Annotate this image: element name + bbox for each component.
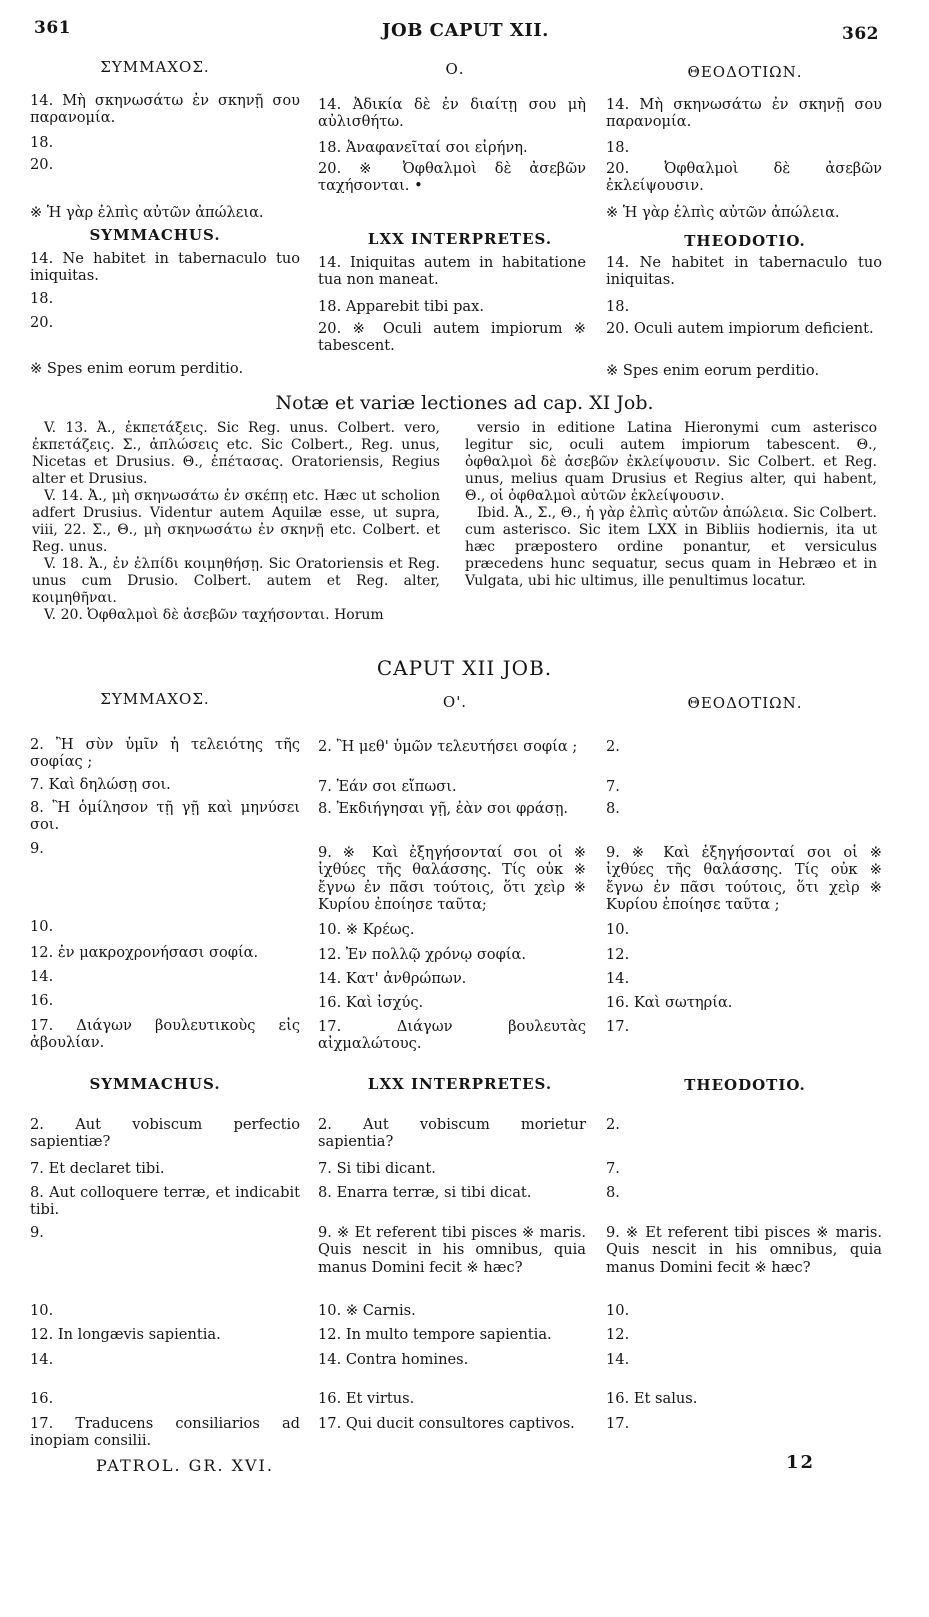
note-paragraph: V. 20. Ὀφθαλμοὶ δὲ ἀσεβῶν ταχήσονται. Horum (44, 607, 384, 623)
verse-entry: 20. ※ Oculi autem impiorum ※ tabescent. (318, 320, 586, 355)
verse-entry: 14. Μὴ σκηνωσάτω ἐν σκηνῇ σου παρανομία. (606, 96, 882, 131)
verse-entry: 16. Et salus. (606, 1390, 698, 1407)
verse-entry: 8. Ἢ ὁμίλησον τῇ γῇ καὶ μηνύσει σοι. (30, 799, 300, 834)
verse-entry: ※ Spes enim eorum perditio. (606, 362, 820, 379)
verse-entry: 10. (30, 1302, 54, 1319)
running-title: JOB CAPUT XII. (382, 20, 549, 41)
verse-entry: 18. Apparebit tibi pax. (318, 298, 484, 315)
note-paragraph: versio in editione Latina Hieronymi cum asterisco legitur sic, oculi autem impiorum tabescent. Θ., ὀφθαλμοὶ δὲ ἀσεβῶν ἐκλείψουσιν. Sic Colbert. et Reg. unus, melius quam Drusius et Regius alter, qui habent, Θ., οἱ ὀφθαλμοὶ αὐτῶν ἐκλείψουσιν. (465, 420, 877, 504)
verse-entry: 10. ※ Κρέως. (318, 921, 415, 938)
verse-entry: 14. Iniquitas autem in habitatione tua non maneat. (318, 254, 586, 289)
verse-entry: 9. (30, 840, 44, 857)
note-paragraph: V. 14. Ἀ., μὴ σκηνωσάτω ἐν σκέπῃ etc. Hæc ut scholion adfert Drusius. Videntur autem Aquilæ esse, ut supra, viii, 22. Σ., Θ., μὴ σκηνωσάτω ἐν σκηνῇ etc. Colbert. et Reg. unus. (32, 488, 440, 555)
latin-head-theodotio: THEODOTIO. (684, 232, 806, 250)
caput-title: CAPUT XII JOB. (376, 656, 553, 680)
note-paragraph: V. 18. Ἀ., ἐν ἐλπίδι κοιμηθήσῃ. Sic Oratoriensis et Reg. unus cum Drusio. Colbert. autem et Reg. alter, κοιμηθῆναι. (32, 556, 440, 606)
verse-entry: 20. (30, 156, 54, 173)
verse-entry: 8. (606, 800, 620, 817)
verse-entry: 2. (606, 738, 620, 755)
verse-entry: 8. Enarra terræ, si tibi dicat. (318, 1184, 532, 1201)
verse-entry: 7. Ἐάν σοι εἴπωσι. (318, 778, 457, 795)
note-paragraph: V. 13. Ἀ., ἐκπετάξεις. Sic Reg. unus. Colbert. vero, ἐκπετάζεις. Σ., ἁπλώσεις etc. Sic Colbert., Reg. unus, Nicetas et Drusius. Θ., ἐπέτασας. Oratoriensis, Regius alter et Drusius. (32, 420, 440, 487)
verse-entry: ※ Spes enim eorum perditio. (30, 360, 244, 377)
verse-entry: 17. Traducens consiliarios ad inopiam consilii. (30, 1415, 300, 1450)
verse-entry: 17. (606, 1415, 630, 1432)
greek-head-lxx: Ο. (445, 60, 465, 78)
verse-entry: 9. (30, 1224, 44, 1241)
verse-entry: 17. Qui ducit consultores captivos. (318, 1415, 575, 1432)
verse-entry: 8. Ἐκδιήγησαι γῇ, ἐὰν σοι φράσῃ. (318, 800, 569, 817)
verse-entry: 2. Aut vobiscum morietur sapientia? (318, 1116, 586, 1151)
verse-entry: 17. Διάγων βουλευτικοὺς εἰς ἀβουλίαν. (30, 1017, 300, 1052)
verse-entry: 14. Contra homines. (318, 1351, 469, 1368)
verse-entry: 18. (30, 134, 54, 151)
verse-entry: 9. ※ Et referent tibi pisces ※ maris. Quis nescit in his omnibus, quia manus Domini fecit ※ hæc? (606, 1224, 882, 1276)
verse-entry: 14. Ἀδικία δὲ ἐν διαίτῃ σου μὴ αὐλισθήτω. (318, 96, 586, 131)
greek-head-theodotion: ΘΕΟΔΟΤΙΩΝ. (687, 63, 803, 81)
caput-latin-head-symmachus: SYMMACHUS. (89, 1075, 221, 1093)
verse-entry: 16. Καὶ ἰσχύς. (318, 994, 424, 1011)
verse-entry: 2. Ἢ σὺν ὑμῖν ἡ τελειότης τῆς σοφίας ; (30, 736, 300, 771)
verse-entry: 14. Κατ' ἀνθρώπων. (318, 970, 467, 987)
verse-entry: 12. ἐν μακροχρονήσασι σοφία. (30, 944, 259, 961)
verse-entry: 9. ※ Καὶ ἐξηγήσονταί σοι οἱ ※ ἰχθύες τῆς θαλάσσης. Τίς οὐκ ※ ἔγνω ἐν πᾶσι τούτοις, ὅτι χεὶρ ※ Κυρίου ἐποίησε ταῦτα ; (606, 844, 882, 914)
verse-entry: 17. (606, 1018, 630, 1035)
verse-entry: 18. (606, 298, 630, 315)
verse-entry: 17. Διάγων βουλευτὰς αἰχμαλώτους. (318, 1018, 586, 1053)
verse-entry: 2. Ἢ μεθ' ὑμῶν τελευτήσει σοφία ; (318, 738, 578, 755)
verse-entry: 2. (606, 1116, 620, 1133)
verse-entry: 14. (30, 968, 54, 985)
verse-entry: 12. In longævis sapientia. (30, 1326, 221, 1343)
footer-number: 12 (786, 1452, 816, 1473)
verse-entry: 20. Ὀφθαλμοὶ δὲ ἀσεβῶν ἐκλείψουσιν. (606, 160, 882, 195)
verse-entry: 18. (30, 290, 54, 307)
latin-head-symmachus: SYMMACHUS. (89, 226, 221, 244)
verse-entry: 14. (606, 1351, 630, 1368)
verse-entry: 8. Aut colloquere terræ, et indicabit tibi. (30, 1184, 300, 1219)
verse-entry: 14. Ne habitet in tabernaculo tuo iniquitas. (30, 250, 300, 285)
verse-entry: 18. Ἀναφανεῖταί σοι εἰρήνη. (318, 139, 528, 156)
verse-entry: 10. (606, 921, 630, 938)
verse-entry: 12. In multo tempore sapientia. (318, 1326, 552, 1343)
verse-entry: 7. Et declaret tibi. (30, 1160, 165, 1177)
note-paragraph: Ibid. Ἀ., Σ., Θ., ἡ γὰρ ἐλπὶς αὐτῶν ἀπώλεια. Sic Colbert. cum asterisco. Sic item LXX in Bibliis hodiernis, ita ut hæc præpostero ordine ponantur, et versiculus præcedens hunc sequatur, secus quam in Hebræo et in Vulgata, ubi hic ultimus, ille penultimus locatur. (465, 505, 877, 589)
verse-entry: 20. ※ Ὀφθαλμοὶ δὲ ἀσεβῶν ταχήσονται. • (318, 160, 586, 195)
verse-entry: 7. (606, 778, 620, 795)
verse-entry: 16. Et virtus. (318, 1390, 415, 1407)
caput-greek-head-lxx: Ο'. (442, 693, 468, 711)
verse-entry: 10. (30, 918, 54, 935)
verse-entry: 7. Καὶ δηλώσῃ σοι. (30, 776, 171, 793)
verse-entry: 7. Si tibi dicant. (318, 1160, 436, 1177)
latin-head-lxx: LXX INTERPRETES. (367, 230, 553, 248)
verse-entry: 14. (30, 1351, 54, 1368)
verse-entry: ※ Ἡ γὰρ ἐλπὶς αὐτῶν ἀπώλεια. (606, 204, 840, 221)
caput-latin-head-theodotio: THEODOTIO. (684, 1076, 806, 1094)
verse-entry: 9. ※ Καὶ ἐξηγήσονταί σοι οἱ ※ ἰχθύες τῆς θαλάσσης. Τίς οὐκ ※ ἔγνω ἐν πᾶσι τούτοις, ὅτι χεὶρ ※ Κυρίου ἐποίησε ταῦτα; (318, 844, 586, 914)
verse-entry: 10. ※ Carnis. (318, 1302, 416, 1319)
verse-entry: 12. (606, 1326, 630, 1343)
notes-title: Notæ et variæ lectiones ad cap. XI Job. (275, 392, 654, 414)
verse-entry: 14. Μὴ σκηνωσάτω ἐν σκηνῇ σου παρανομία. (30, 92, 300, 127)
footer-signature: PATROL. GR. XVI. (96, 1456, 274, 1475)
verse-entry: 20. (30, 314, 54, 331)
notes-left-column (32, 420, 440, 624)
verse-entry: 18. (606, 139, 630, 156)
notes-right-column (465, 420, 877, 590)
verse-entry: 20. Oculi autem impiorum deficient. (606, 320, 874, 337)
verse-entry: 2. Aut vobiscum perfectio sapientiæ? (30, 1116, 300, 1151)
right-page-number: 362 (842, 24, 879, 44)
verse-entry: 12. Ἐν πολλῷ χρόνῳ σοφία. (318, 946, 527, 963)
greek-head-symmachus: ΣΥΜΜΑΧΟΣ. (100, 58, 210, 76)
verse-entry: 7. (606, 1160, 620, 1177)
verse-entry: 16. Καὶ σωτηρία. (606, 994, 733, 1011)
caput-greek-head-symmachus: ΣΥΜΜΑΧΟΣ. (100, 690, 210, 708)
left-page-number: 361 (34, 18, 71, 38)
verse-entry: 14. (606, 970, 630, 987)
verse-entry: 16. (30, 1390, 54, 1407)
caput-latin-head-lxx: LXX INTERPRETES. (367, 1075, 553, 1093)
verse-entry: ※ Ἡ γὰρ ἐλπὶς αὐτῶν ἀπώλεια. (30, 204, 264, 221)
verse-entry: 16. (30, 992, 54, 1009)
verse-entry: 10. (606, 1302, 630, 1319)
caput-greek-head-theodotion: ΘΕΟΔΟΤΙΩΝ. (687, 694, 803, 712)
verse-entry: 9. ※ Et referent tibi pisces ※ maris. Quis nescit in his omnibus, quia manus Domini fecit ※ hæc? (318, 1224, 586, 1276)
verse-entry: 12. (606, 946, 630, 963)
verse-entry: 14. Ne habitet in tabernaculo tuo iniquitas. (606, 254, 882, 289)
verse-entry: 8. (606, 1184, 620, 1201)
